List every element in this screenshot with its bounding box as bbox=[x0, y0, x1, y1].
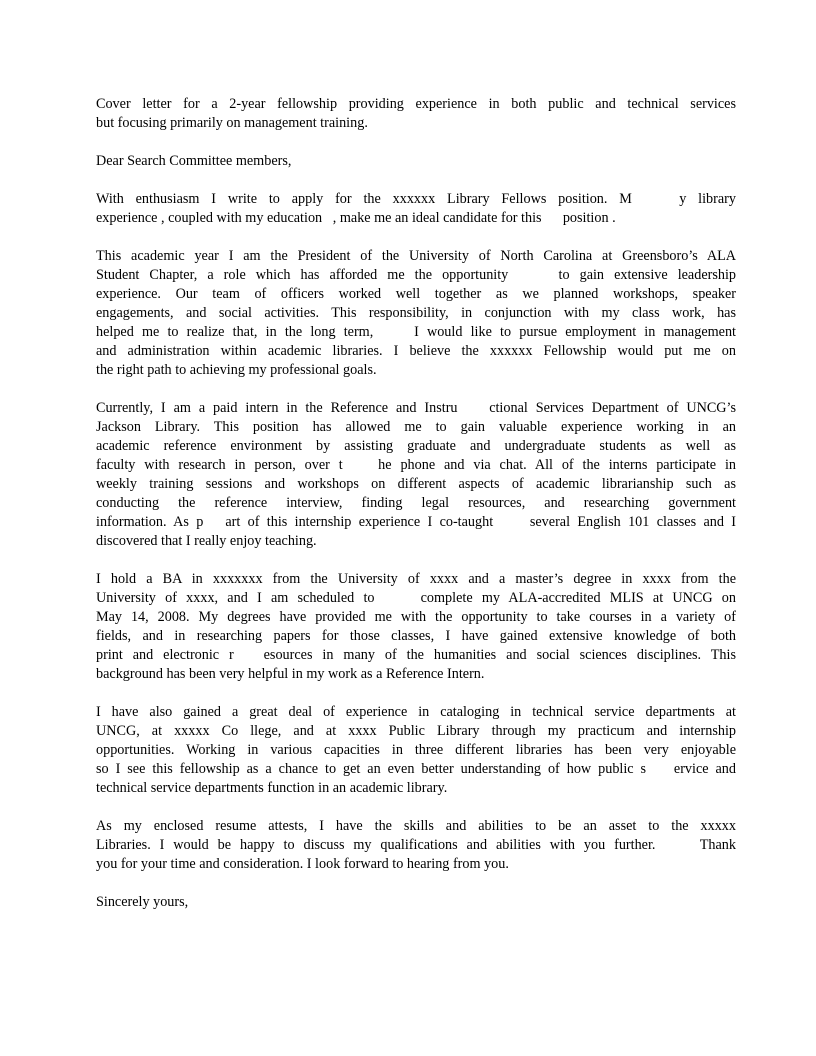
salutation-text: Dear Search Committee members, bbox=[96, 153, 292, 169]
salutation bbox=[96, 152, 736, 171]
text-line: print and electronic r esources in many of the humanities and social sciences disciplines. This bbox=[96, 647, 736, 663]
text-line: I have also gained a great deal of experience in cataloging in technical service departments at bbox=[96, 704, 736, 720]
text-line: With enthusiasm I write to apply for the xxxxxx Library Fellows position. M y library bbox=[96, 191, 736, 207]
letter-heading bbox=[96, 95, 736, 133]
text-line: discovered that I really enjoy teaching. bbox=[96, 533, 317, 549]
text-line: Libraries. I would be happy to discuss my qualifications and abilities with you further. Thank bbox=[96, 837, 736, 853]
text-line: you for your time and consideration. I look forward to hearing from you. bbox=[96, 856, 509, 872]
text-line: weekly training sessions and workshops on different aspects of academic librarianship such as bbox=[96, 476, 736, 492]
text-line: Cover letter for a 2-year fellowship providing experience in both public and technical services bbox=[96, 96, 736, 112]
closing bbox=[96, 893, 736, 912]
paragraph-leadership bbox=[96, 247, 736, 380]
paragraph-education bbox=[96, 570, 736, 684]
text-line: Currently, I am a paid intern in the Reference and Instru ctional Services Department of UNCG’s bbox=[96, 400, 736, 416]
paragraph-introduction bbox=[96, 190, 736, 228]
text-line: information. As p art of this internship experience I co-taught several English 101 classes and I bbox=[96, 514, 736, 530]
text-line: May 14, 2008. My degrees have provided me with the opportunity to take courses in a variety of bbox=[96, 609, 736, 625]
text-line: This academic year I am the President of the University of North Carolina at Greensboro’s ALA bbox=[96, 248, 736, 264]
paragraph-technical-services bbox=[96, 703, 736, 798]
text-line: opportunities. Working in various capacities in three different libraries has been very enjoyable bbox=[96, 742, 736, 758]
text-line: experience , coupled with my education , make me an ideal candidate for this position . bbox=[96, 210, 616, 226]
text-line: engagements, and social activities. This responsibility, in conjunction with my class work, has bbox=[96, 305, 736, 321]
text-line: As my enclosed resume attests, I have the skills and abilities to be an asset to the xxxxx bbox=[96, 818, 736, 834]
text-line: background has been very helpful in my work as a Reference Intern. bbox=[96, 666, 485, 682]
paragraph-internship bbox=[96, 399, 736, 551]
text-line: experience. Our team of officers worked well together as we planned workshops, speaker bbox=[96, 286, 736, 302]
text-line: I hold a BA in xxxxxxx from the University of xxxx and a master’s degree in xxxx from the bbox=[96, 571, 736, 587]
text-line: and administration within academic libraries. I believe the xxxxxx Fellowship would put me on bbox=[96, 343, 736, 359]
text-line: academic reference environment by assisting graduate and undergraduate students as well as bbox=[96, 438, 736, 454]
text-line: technical service departments function in an academic library. bbox=[96, 780, 448, 796]
closing-text: Sincerely yours, bbox=[96, 894, 189, 910]
text-line: the right path to achieving my professional goals. bbox=[96, 362, 377, 378]
text-line: conducting the reference interview, finding legal resources, and researching government bbox=[96, 495, 736, 511]
text-line: fields, and in researching papers for those classes, I have gained extensive knowledge of both bbox=[96, 628, 736, 644]
text-line: so I see this fellowship as a chance to get an even better understanding of how public s ervice and bbox=[96, 761, 736, 777]
text-line: but focusing primarily on management training. bbox=[96, 115, 368, 131]
text-line: University of xxxx, and I am scheduled to complete my ALA-accredited MLIS at UNCG on bbox=[96, 590, 736, 606]
text-line: faculty with research in person, over t he phone and via chat. All of the interns participate in bbox=[96, 457, 736, 473]
paragraph-conclusion bbox=[96, 817, 736, 874]
text-line: UNCG, at xxxxx Co llege, and at xxxx Public Library through my practicum and internship bbox=[96, 723, 736, 739]
cover-letter bbox=[96, 95, 736, 912]
text-line: Student Chapter, a role which has afforded me the opportunity to gain extensive leadership bbox=[96, 267, 736, 283]
text-line: Jackson Library. This position has allowed me to gain valuable experience working in an bbox=[96, 419, 736, 435]
text-line: helped me to realize that, in the long term, I would like to pursue employment in management bbox=[96, 324, 736, 340]
